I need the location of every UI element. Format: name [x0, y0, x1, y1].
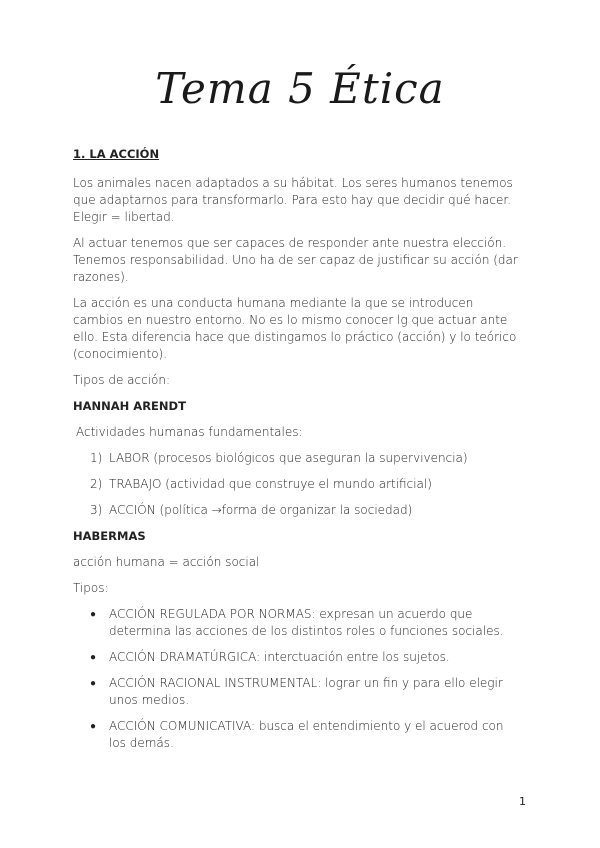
bullet-icon: ●: [90, 678, 97, 689]
page-number: 1: [519, 795, 526, 808]
habermas-types-list: [73, 606, 523, 752]
list-number: 3): [90, 503, 103, 517]
habermas-definition: acción humana = acción social: [73, 555, 260, 569]
habermas-types-label: Tipos:: [73, 581, 109, 595]
section-heading-la-accion: 1. LA ACCIÓN: [73, 147, 160, 161]
arendt-intro: Actividades humanas fundamentales:: [76, 425, 303, 439]
list-item: [90, 718, 523, 752]
list-item-text: ACCIÓN REGULADA POR NORMAS: expresan un acuerdo que determina las acciones de los distintos roles o funciones sociales.: [109, 607, 504, 638]
page-title: Tema 5 Ética: [155, 64, 445, 113]
heading-habermas: HABERMAS: [73, 529, 146, 543]
list-item: [90, 606, 523, 640]
list-item-text: ACCIÓN DRAMATÚRGICA: interctuación entre los sujetos.: [109, 650, 450, 664]
paragraph-tipos-accion: Tipos de acción:: [73, 373, 171, 387]
bullet-icon: ●: [90, 652, 97, 663]
list-item: [90, 675, 523, 709]
paragraph-responsabilidad: Al actuar tenemos que ser capaces de responder ante nuestra elección. Tenemos responsabilidad. Uno ha de ser capaz de justificar su acción (dar razones).: [73, 236, 518, 284]
bullet-icon: ●: [90, 721, 97, 732]
list-item: [90, 450, 523, 467]
heading-hannah-arendt: HANNAH ARENDT: [73, 399, 186, 413]
list-item: [90, 649, 523, 666]
list-item-text: ACCIÓN COMUNICATIVA: busca el entendimiento y el acuerod con los demás.: [109, 719, 504, 750]
list-item: [90, 502, 523, 519]
list-item-text: ACCIÓN (política →forma de organizar la sociedad): [109, 503, 413, 517]
list-item-text: ACCIÓN RACIONAL INSTRUMENTAL: lograr un fin y para ello elegir unos medios.: [109, 676, 503, 707]
bullet-icon: ●: [90, 609, 97, 620]
paragraph-definicion-accion: La acción es una conducta humana mediante la que se introducen cambios en nuestro entorno. No es lo mismo conocer lg que actuar ante ello. Esta diferencia hace que distingamos lo práctico (acción) y lo teórico (conocimiento).: [73, 296, 517, 361]
arendt-activities-list: [73, 450, 523, 519]
list-item-text: LABOR (procesos biológicos que aseguran la supervivencia): [109, 451, 468, 465]
list-number: 2): [90, 477, 103, 491]
paragraph-adaptacion: Los animales nacen adaptados a su hábitat. Los seres humanos tenemos que adaptarnos para transformarlo. Para esto hay que decidir qué hacer. Elegir = libertad.: [73, 176, 513, 224]
list-item: [90, 476, 523, 493]
list-number: 1): [90, 451, 103, 465]
list-item-text: TRABAJO (actividad que construye el mundo artificial): [109, 477, 432, 491]
document-body: [73, 146, 523, 761]
